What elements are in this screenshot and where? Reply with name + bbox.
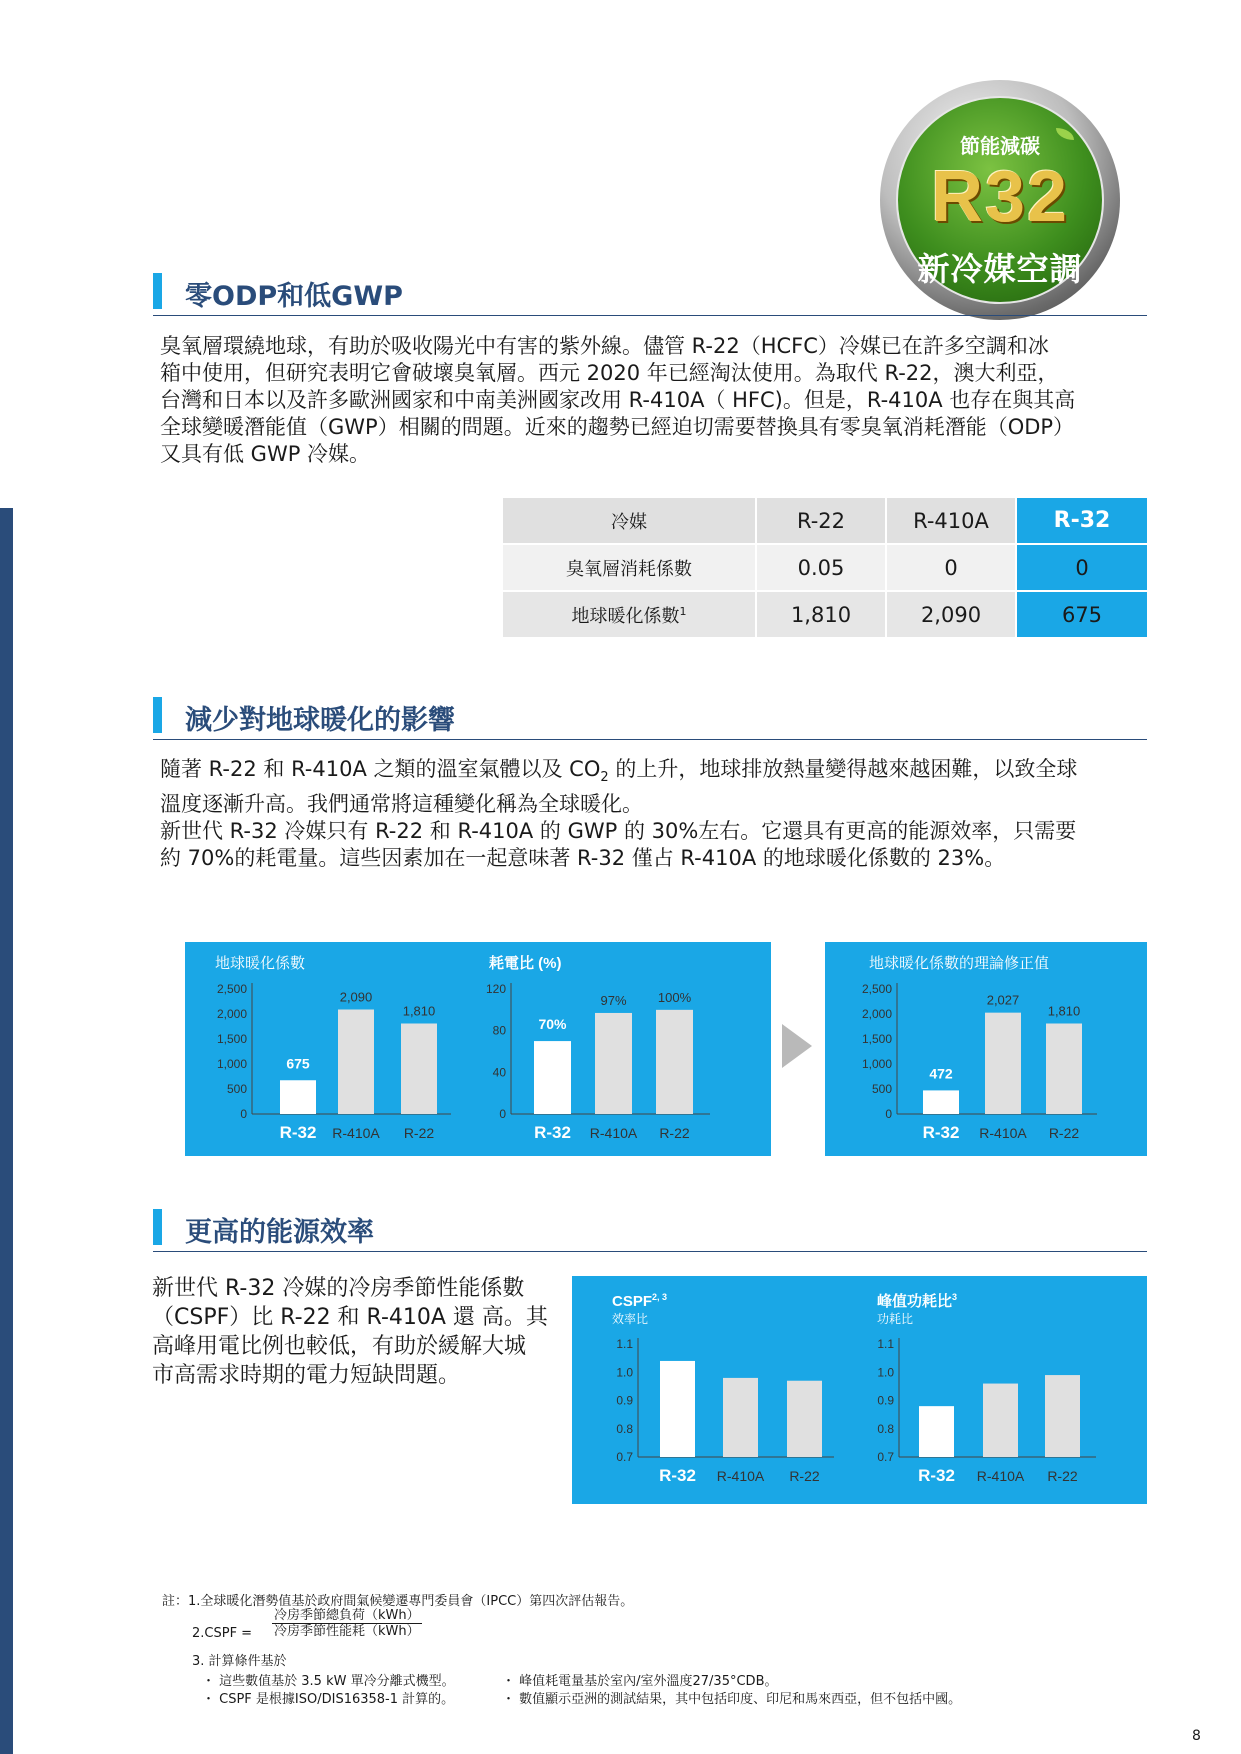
data-label: 2,027 xyxy=(986,992,1020,1008)
section-title: 零ODP和低GWP xyxy=(185,281,403,312)
y-tick-label: 0.7 xyxy=(877,1450,894,1464)
y-tick-label: 120 xyxy=(485,982,506,996)
badge-bottom-text: 新冷媒空調 xyxy=(917,250,1083,288)
x-tick-label: R-22 xyxy=(403,1125,435,1141)
chart-title: CSPF$^{2, 3}$ xyxy=(612,1292,668,1310)
bar xyxy=(401,1024,437,1115)
table-header-cell: R-410A xyxy=(887,498,1017,545)
y-tick-label: 500 xyxy=(871,1082,892,1096)
y-axis-label: 功耗比 xyxy=(877,1312,914,1326)
data-label: 97% xyxy=(600,992,627,1008)
y-tick-label: 0 xyxy=(499,1107,506,1121)
chart-title-superscript: 2, 3 xyxy=(652,1292,668,1302)
table-row-label: 臭氧層消耗係數 xyxy=(503,545,757,592)
x-tick-label: R-410A xyxy=(979,1125,1027,1141)
y-tick-label: 1,500 xyxy=(861,1032,892,1046)
paragraph-line: 溫度逐漸升高。我們通常將這種變化稱為全球暖化。 xyxy=(160,792,643,817)
table-row xyxy=(503,592,1147,639)
x-tick-label: R-410A xyxy=(976,1468,1025,1484)
paragraph-line: 全球變暖潛能值（GWP）相關的問題。近來的趨勢已經迫切需要替換具有零臭氧消耗潛能（ODP） xyxy=(160,415,1075,439)
y-tick-label: 1.0 xyxy=(877,1365,894,1380)
bar xyxy=(983,1384,1018,1457)
table-header-row xyxy=(503,498,1147,545)
footnote-3: 3. 計算條件基於 xyxy=(192,1654,287,1669)
table-row-label xyxy=(503,592,757,639)
table-cell-highlight: 675 xyxy=(1017,592,1147,639)
table-header-cell: R-22 xyxy=(757,498,887,545)
table-cell: 2,090 xyxy=(887,592,1017,639)
x-tick-label: R-32 xyxy=(918,1466,955,1485)
footnote-bullet: ・ 這些數值基於 3.5 kW 單冷分離式機型。 xyxy=(202,1674,455,1689)
footnote-2-label: 2.CSPF = xyxy=(192,1626,253,1641)
y-tick-label: 0.9 xyxy=(616,1393,633,1408)
cspf-formula xyxy=(272,1608,422,1639)
heading-marker xyxy=(153,273,162,309)
table-cell: 0.05 xyxy=(757,545,887,592)
bar xyxy=(595,1013,632,1114)
heading-marker xyxy=(153,697,162,733)
y-tick-label: 0.8 xyxy=(616,1421,633,1436)
y-tick-label: 1,000 xyxy=(861,1057,892,1071)
data-label: 675 xyxy=(286,1055,310,1072)
bar xyxy=(723,1378,758,1457)
table-cell-highlight: 0 xyxy=(1017,545,1147,592)
table-header-cell-highlight: R-32 xyxy=(1017,498,1147,545)
x-tick-label: R-22 xyxy=(1048,1125,1080,1141)
line-text: 隨著 R-22 和 R-410A 之類的溫室氣體以及 CO xyxy=(160,757,601,781)
row-label-text: 地球暖化係數 xyxy=(571,605,680,627)
bar xyxy=(338,1010,374,1115)
data-label: 1,810 xyxy=(1047,1003,1081,1019)
bar xyxy=(923,1090,959,1114)
x-tick-label: R-32 xyxy=(534,1123,571,1142)
chart-svg xyxy=(572,1276,1147,1504)
efficiency-chart-panel xyxy=(572,1276,1147,1504)
y-tick-label: 2,500 xyxy=(216,982,247,996)
table-cell: 1,810 xyxy=(757,592,887,639)
heading-marker xyxy=(153,1209,162,1245)
chart-svg xyxy=(825,942,1147,1156)
bar xyxy=(1046,1024,1082,1115)
chart-title: 地球暖化係數的理論修正值 xyxy=(869,955,1050,972)
data-label: 100% xyxy=(657,989,692,1005)
y-tick-label: 500 xyxy=(226,1082,247,1096)
x-tick-label: R-410A xyxy=(589,1125,638,1141)
y-tick-label: 1.0 xyxy=(616,1365,633,1380)
y-tick-label: 0.8 xyxy=(877,1421,894,1436)
chart-title: 耗電比 (%) xyxy=(489,955,562,972)
paragraph-line: 約 70%的耗電量。這些因素加在一起意味著 R-32 僅占 R-410A 的地球暖化係數的 23%。 xyxy=(160,846,1006,871)
formula-denominator: 冷房季節性能耗（kWh） xyxy=(274,1624,420,1639)
paragraph-line: 新世代 R-32 冷媒的冷房季節性能係數 xyxy=(152,1276,525,1301)
paragraph-line: 市高需求時期的電力短缺問題。 xyxy=(152,1363,461,1388)
bar xyxy=(919,1406,954,1457)
chart-title: 峰值功耗比$^3$ xyxy=(877,1292,958,1310)
section-heading-global-warming xyxy=(153,694,1147,740)
chart-title-superscript: 3 xyxy=(952,1292,958,1302)
y-tick-label: 1.1 xyxy=(877,1337,894,1351)
table-row xyxy=(503,545,1147,592)
badge-main-text: R32 xyxy=(930,157,1070,237)
y-tick-label: 80 xyxy=(492,1023,506,1038)
y-tick-label: 0 xyxy=(240,1107,247,1121)
y-axis-label: 效率比 xyxy=(612,1312,649,1326)
footnote-1: 註：1.全球暖化潛勢值基於政府間氣候變遷專門委員會（IPCC）第四次評估報告。 xyxy=(162,1594,634,1609)
x-tick-label: R-22 xyxy=(789,1468,820,1484)
chart-svg xyxy=(185,942,771,1156)
section-title: 減少對地球暖化的影響 xyxy=(185,705,455,736)
bar xyxy=(656,1010,693,1114)
paragraph-line: （CSPF）比 R-22 和 R-410A 還 高。其 xyxy=(152,1305,548,1330)
bar xyxy=(787,1381,822,1457)
paragraph-line: 台灣和日本以及許多歐洲國家和中南美洲國家改用 R-410A（ HFC)。但是，R-410A 也存在與其高 xyxy=(160,388,1076,412)
footnote-bullet: ・ CSPF 是根據ISO/DIS16358-1 計算的。 xyxy=(202,1692,455,1707)
section2-paragraph xyxy=(160,756,1077,872)
y-tick-label: 0.9 xyxy=(877,1393,894,1408)
data-label: 2,090 xyxy=(339,989,373,1005)
bar xyxy=(660,1361,695,1457)
co2-subscript: 2 xyxy=(600,770,609,786)
paragraph-line: 箱中使用，但研究表明它會破壞臭氧層。西元 2020 年已經淘汰使用。為取代 R-22，澳大利亞， xyxy=(160,361,1059,385)
y-tick-label: 2,000 xyxy=(216,1007,247,1021)
data-label: 1,810 xyxy=(402,1003,436,1019)
refrigerant-comparison-table xyxy=(503,498,1147,639)
data-label: 70% xyxy=(538,1016,567,1033)
section-heading-efficiency xyxy=(153,1206,1147,1252)
footnote-bullet: ・ 峰值耗電量基於室內/室外溫度27/35°CDB。 xyxy=(502,1674,778,1689)
line-text: 的上升，地球排放熱量變得越來越困難，以致全球 xyxy=(608,757,1078,781)
y-tick-label: 1.1 xyxy=(616,1337,633,1351)
page-number: 8 xyxy=(1192,1728,1201,1744)
side-accent-bar xyxy=(0,508,13,1754)
arrow-right-icon xyxy=(782,1024,812,1068)
chart-title: 地球暖化係數 xyxy=(215,955,306,972)
section-heading-odp-gwp xyxy=(153,270,1147,316)
section3-paragraph xyxy=(152,1274,548,1390)
y-tick-label: 0 xyxy=(885,1107,892,1121)
x-tick-label: R-32 xyxy=(659,1466,696,1485)
y-tick-label: 0.7 xyxy=(616,1450,633,1464)
x-tick-label: R-32 xyxy=(279,1123,317,1142)
x-tick-label: R-22 xyxy=(659,1125,690,1141)
section-title: 更高的能源效率 xyxy=(185,1217,374,1248)
paragraph-line: 臭氧層環繞地球，有助於吸收陽光中有害的紫外線。儘管 R-22（HCFC）冷媒已在許多空調和冰 xyxy=(160,334,1049,358)
table-header-cell: 冷媒 xyxy=(503,498,757,545)
bar xyxy=(534,1041,571,1114)
bar xyxy=(280,1080,316,1114)
paragraph-line: 又具有低 GWP 冷媒。 xyxy=(160,442,371,466)
footnote-bullet: ・ 數值顯示亞洲的測試結果，其中包括印度、印尼和馬來西亞，但不包括中國。 xyxy=(502,1692,962,1707)
paragraph-line: 新世代 R-32 冷媒只有 R-22 和 R-410A 的 GWP 的 30%左右。它還具有更高的能源效率，只需要 xyxy=(160,819,1077,844)
y-tick-label: 2,500 xyxy=(861,982,892,996)
paragraph-line: 高峰用電比例也較低，有助於緩解大城 xyxy=(152,1334,527,1359)
section1-paragraph xyxy=(160,333,1075,468)
y-tick-label: 40 xyxy=(492,1065,506,1080)
gwp-corrected-chart-panel xyxy=(825,942,1147,1156)
formula-numerator: 冷房季節總負荷（kWh） xyxy=(274,1608,420,1623)
x-tick-label: R-410A xyxy=(332,1125,380,1141)
x-tick-label: R-32 xyxy=(922,1123,960,1142)
table-cell: 0 xyxy=(887,545,1017,592)
x-tick-label: R-22 xyxy=(1047,1468,1078,1484)
y-tick-label: 1,000 xyxy=(216,1057,247,1071)
data-label: 472 xyxy=(929,1065,953,1082)
footnote-ref: 1 xyxy=(679,604,687,618)
bar xyxy=(985,1013,1021,1114)
x-tick-label: R-410A xyxy=(716,1468,765,1484)
y-tick-label: 2,000 xyxy=(861,1007,892,1021)
badge-top-text: 節能減碳 xyxy=(960,134,1040,158)
gwp-and-power-chart-panel xyxy=(185,942,771,1156)
y-tick-label: 1,500 xyxy=(216,1032,247,1046)
paragraph-line xyxy=(160,756,1077,791)
bar xyxy=(1045,1375,1080,1457)
